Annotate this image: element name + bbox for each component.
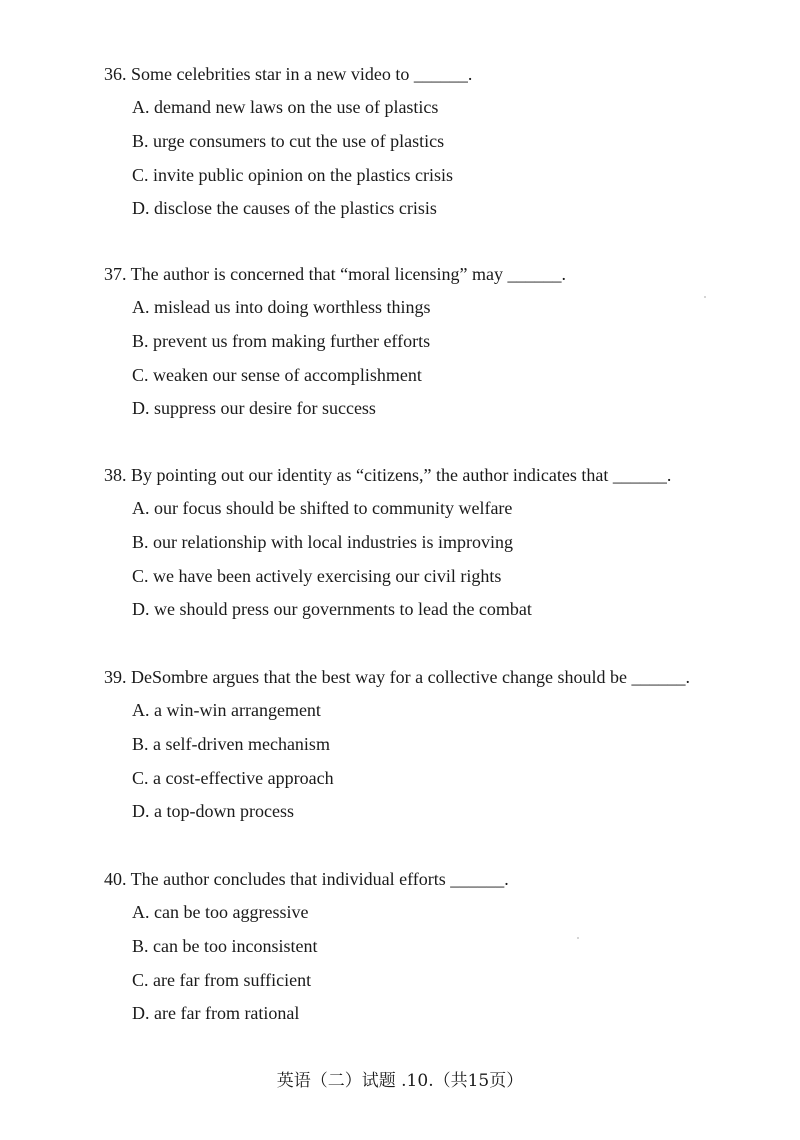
option-c: C. invite public opinion on the plastics crisis — [132, 165, 453, 185]
option-c: C. we have been actively exercising our civil rights — [132, 566, 502, 586]
question-stem: 36. Some celebrities star in a new video to ______. — [104, 64, 473, 84]
option-d: D. are far from rational — [132, 1003, 300, 1023]
page-footer: 英语（二）试题 .10.（共15页） — [276, 1071, 524, 1091]
option-c: C. are far from sufficient — [132, 970, 312, 990]
option-d: D. suppress our desire for success — [132, 398, 376, 418]
option-d: D. a top-down process — [132, 801, 294, 821]
option-b: B. can be too inconsistent — [132, 936, 318, 956]
scan-speck — [704, 296, 706, 298]
option-c: C. weaken our sense of accomplishment — [132, 365, 422, 385]
option-b: B. urge consumers to cut the use of plastics — [132, 131, 445, 151]
option-d: D. disclose the causes of the plastics crisis — [132, 198, 437, 218]
option-a: A. mislead us into doing worthless things — [132, 297, 431, 317]
question-stem: 37. The author is concerned that “moral licensing” may ______. — [104, 264, 567, 284]
option-b: B. a self-driven mechanism — [132, 734, 330, 754]
option-a: A. can be too aggressive — [132, 902, 309, 922]
option-a: A. a win-win arrangement — [132, 700, 321, 720]
option-d: D. we should press our governments to lead the combat — [132, 599, 532, 619]
question-stem: 40. The author concludes that individual efforts ______. — [104, 869, 509, 889]
question-stem: 39. DeSombre argues that the best way for a collective change should be ______. — [104, 667, 691, 687]
scan-speck — [577, 937, 579, 939]
option-c: C. a cost-effective approach — [132, 768, 334, 788]
option-b: B. our relationship with local industries is improving — [132, 532, 513, 552]
option-a: A. our focus should be shifted to community welfare — [132, 498, 513, 518]
option-b: B. prevent us from making further efforts — [132, 331, 431, 351]
option-a: A. demand new laws on the use of plastics — [132, 97, 439, 117]
question-stem: 38. By pointing out our identity as “citizens,” the author indicates that ______. — [104, 465, 672, 485]
